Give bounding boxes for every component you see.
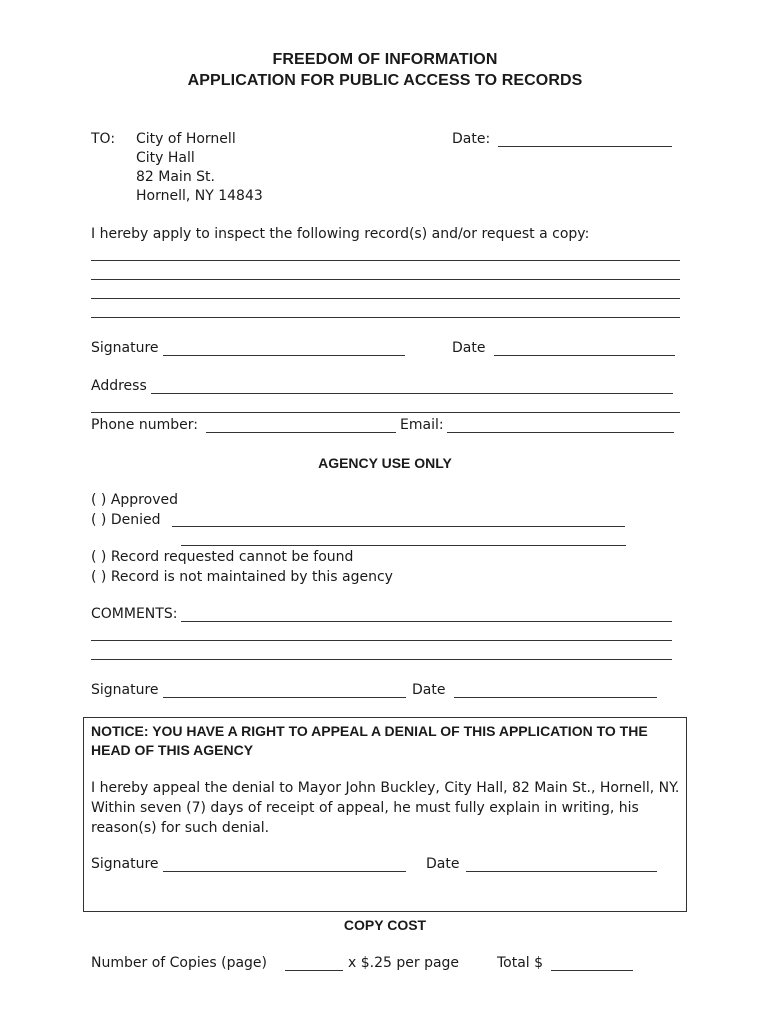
- applicant-signature-label: Signature: [91, 340, 159, 356]
- agency-date-field[interactable]: [454, 697, 657, 698]
- request-line-1[interactable]: [91, 260, 680, 261]
- address-field[interactable]: [151, 393, 673, 394]
- applicant-date-label: Date: [452, 340, 486, 356]
- request-line-3[interactable]: [91, 298, 680, 299]
- phone-label: Phone number:: [91, 417, 198, 433]
- denied-option[interactable]: ( ) Denied: [91, 512, 161, 528]
- top-date-field[interactable]: [498, 146, 672, 147]
- recipient-line-1: City of Hornell: [136, 131, 236, 147]
- denied-reason-line-2[interactable]: [181, 545, 626, 546]
- copies-field[interactable]: [285, 970, 343, 971]
- agency-use-heading: AGENCY USE ONLY: [318, 455, 452, 471]
- comments-line-2[interactable]: [91, 640, 672, 641]
- agency-date-label: Date: [412, 682, 446, 698]
- approved-option[interactable]: ( ) Approved: [91, 492, 178, 508]
- comments-line-3[interactable]: [91, 659, 672, 660]
- total-field[interactable]: [551, 970, 633, 971]
- address-label: Address: [91, 378, 147, 394]
- comments-label: COMMENTS:: [91, 606, 178, 622]
- denied-reason-line-1[interactable]: [172, 526, 625, 527]
- applicant-signature-field[interactable]: [163, 355, 405, 356]
- not-maintained-option[interactable]: ( ) Record is not maintained by this agency: [91, 569, 393, 585]
- request-line-2[interactable]: [91, 279, 680, 280]
- form-title: FREEDOM OF INFORMATION: [272, 51, 498, 68]
- email-label: Email:: [400, 417, 444, 433]
- agency-signature-label: Signature: [91, 682, 159, 698]
- to-label: TO:: [91, 131, 116, 147]
- not-found-option[interactable]: ( ) Record requested cannot be found: [91, 549, 354, 565]
- agency-signature-field[interactable]: [163, 697, 406, 698]
- applicant-date-field[interactable]: [494, 355, 675, 356]
- form-subtitle: APPLICATION FOR PUBLIC ACCESS TO RECORDS: [187, 72, 583, 89]
- address-field-line-2[interactable]: [91, 412, 680, 413]
- phone-field[interactable]: [206, 432, 396, 433]
- rate-label: x $.25 per page: [348, 955, 460, 971]
- top-date-label: Date:: [452, 131, 491, 147]
- appeal-notice-heading: NOTICE: YOU HAVE A RIGHT TO APPEAL A DENIAL OF THIS APPLICATION TO THE HEAD OF THIS AGENCY: [91, 723, 648, 758]
- recipient-line-3: 82 Main St.: [136, 169, 215, 185]
- copy-cost-heading: COPY COST: [343, 917, 427, 933]
- total-label: Total $: [497, 955, 544, 971]
- recipient-line-2: City Hall: [136, 150, 195, 166]
- recipient-line-4: Hornell, NY 14843: [136, 188, 263, 204]
- email-field[interactable]: [447, 432, 674, 433]
- appeal-statement: I hereby appeal the denial to Mayor John Buckley, City Hall, 82 Main St., Hornell, NY. Within seven (7) days of receipt of appeal, he must fully explain in writing, his reason(s) for such denial.: [91, 780, 680, 836]
- request-statement: I hereby apply to inspect the following record(s) and/or request a copy:: [91, 226, 590, 242]
- appeal-date-field[interactable]: [466, 871, 657, 872]
- request-line-4[interactable]: [91, 317, 680, 318]
- copies-label: Number of Copies (page): [91, 955, 267, 971]
- appeal-signature-field[interactable]: [163, 871, 406, 872]
- comments-line-1[interactable]: [181, 621, 672, 622]
- appeal-signature-label: Signature: [91, 856, 159, 872]
- appeal-date-label: Date: [426, 856, 460, 872]
